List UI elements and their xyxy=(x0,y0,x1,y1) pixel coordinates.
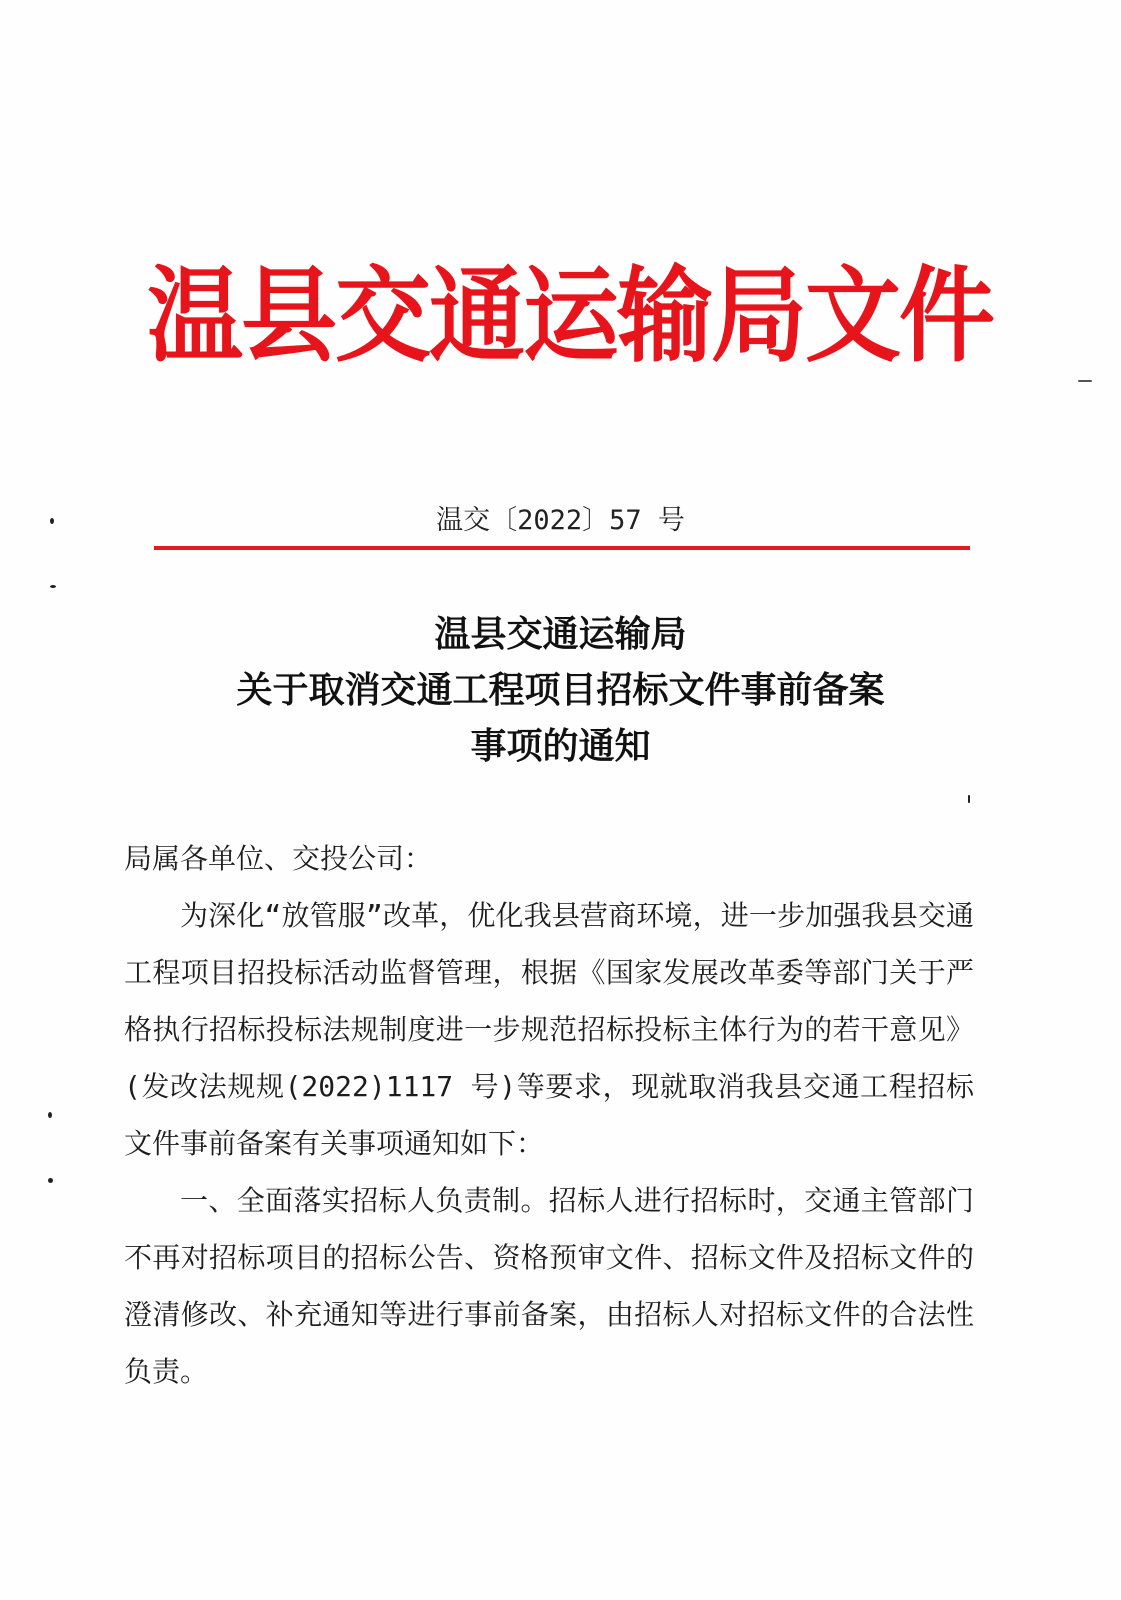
title-line-3: 事项的通知 xyxy=(470,725,651,767)
masthead-title: 温县交通运输局文件 xyxy=(147,254,993,377)
document-body xyxy=(124,830,974,1400)
red-divider-line xyxy=(154,546,970,550)
document-title xyxy=(0,606,1121,774)
salutation: 局属各单位、交投公司： xyxy=(124,842,433,875)
document-number: 温交〔2022〕57 号 xyxy=(436,505,685,536)
paragraph-item-1: 一、全面落实招标人负责制。招标人进行招标时，交通主管部门不再对招标项目的招标公告、资格预审文件、招标文件及招标文件的澄清修改、补充通知等进行事前备案，由招标人对招标文件的合法性负责。 xyxy=(124,1184,974,1388)
paragraph-intro: 为深化“放管服”改革，优化我县营商环境，进一步加强我县交通工程项目招投标活动监督管理，根据《国家发展改革委等部门关于严格执行招标投标法规制度进一步规范招标投标主体行为的若干意见》(发改法规规(2022)1117 号)等要求，现就取消我县交通工程招标文件事前备案有关事项通知如下： xyxy=(124,899,974,1160)
scan-speck xyxy=(48,1178,53,1183)
scan-speck xyxy=(48,1112,52,1118)
title-line-2: 关于取消交通工程项目招标文件事前备案 xyxy=(236,669,885,711)
title-line-1: 温县交通运输局 xyxy=(434,613,687,655)
scan-speck xyxy=(50,518,54,524)
scan-speck xyxy=(50,585,56,588)
scan-speck xyxy=(968,795,970,803)
scan-speck xyxy=(1078,380,1092,382)
